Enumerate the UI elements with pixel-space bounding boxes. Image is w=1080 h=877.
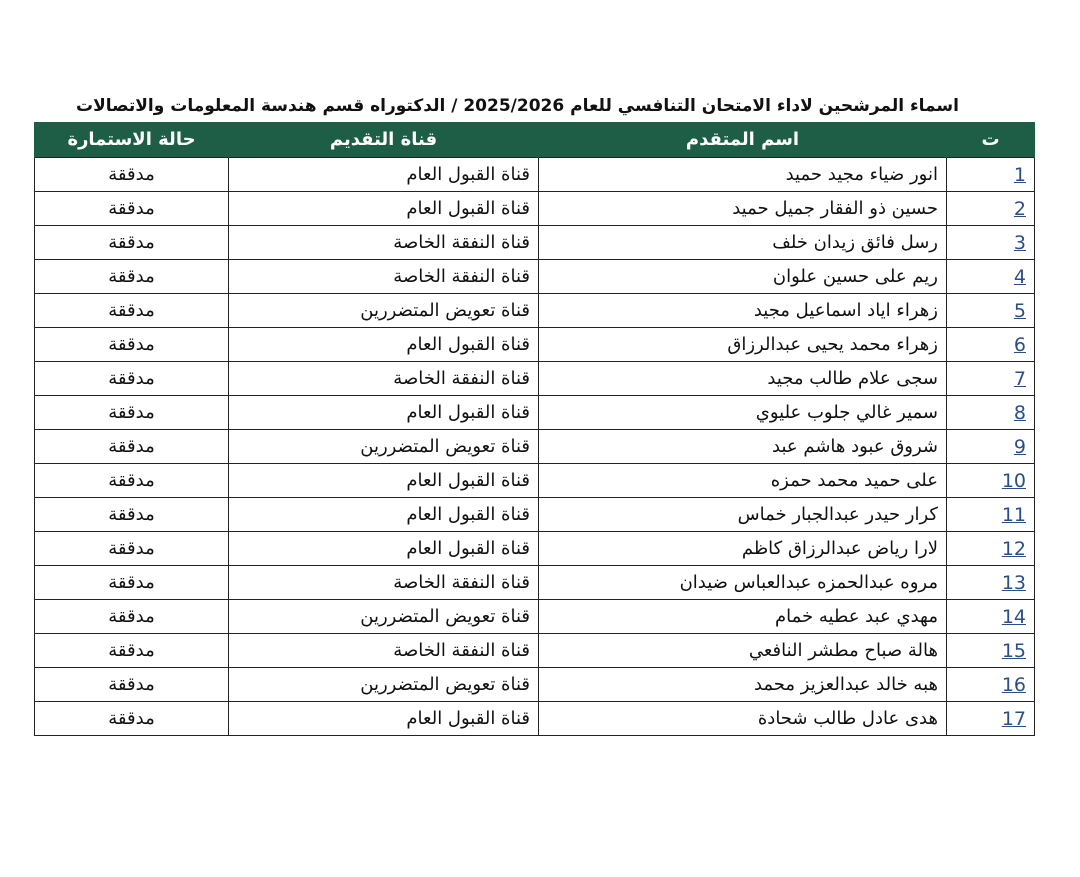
row-number-link[interactable]: 2 <box>1013 197 1026 220</box>
row-number-cell <box>947 226 1035 260</box>
table-row <box>35 566 1035 600</box>
row-number-cell <box>947 464 1035 498</box>
candidates-table <box>34 122 1035 736</box>
channel-cell: قناة النفقة الخاصة <box>229 566 539 600</box>
table-row <box>35 668 1035 702</box>
status-cell: مدققة <box>35 498 229 532</box>
table-row <box>35 532 1035 566</box>
row-number-cell <box>947 294 1035 328</box>
channel-cell: قناة النفقة الخاصة <box>229 634 539 668</box>
row-number-link[interactable]: 15 <box>1001 639 1026 662</box>
table-row <box>35 294 1035 328</box>
applicant-name-cell: ريم على حسين علوان <box>539 260 947 294</box>
channel-cell: قناة القبول العام <box>229 192 539 226</box>
row-number-cell <box>947 396 1035 430</box>
row-number-link[interactable]: 5 <box>1013 299 1026 322</box>
channel-cell: قناة القبول العام <box>229 702 539 736</box>
row-number-link[interactable]: 1 <box>1013 163 1026 186</box>
row-number-link[interactable]: 3 <box>1013 231 1026 254</box>
row-number-link[interactable]: 12 <box>1001 537 1026 560</box>
channel-cell: قناة تعويض المتضررين <box>229 430 539 464</box>
row-number-cell <box>947 158 1035 192</box>
row-number-link[interactable]: 17 <box>1001 707 1026 730</box>
status-cell: مدققة <box>35 702 229 736</box>
column-header-status: حالة الاستمارة <box>35 122 229 158</box>
status-cell: مدققة <box>35 430 229 464</box>
row-number-cell <box>947 498 1035 532</box>
row-number-cell <box>947 600 1035 634</box>
row-number-cell <box>947 192 1035 226</box>
page-title: اسماء المرشحين لاداء الامتحان التنافسي للعام 2025/2026 / الدكتوراه قسم هندسة المعلومات والاتصالات <box>76 96 959 116</box>
column-header-num: ت <box>947 122 1035 158</box>
status-cell: مدققة <box>35 566 229 600</box>
table-row <box>35 260 1035 294</box>
row-number-link[interactable]: 13 <box>1001 571 1026 594</box>
row-number-link[interactable]: 10 <box>1001 469 1026 492</box>
table-row <box>35 192 1035 226</box>
table-body <box>35 158 1035 736</box>
row-number-cell <box>947 566 1035 600</box>
applicant-name-cell: سجى علام طالب مجيد <box>539 362 947 396</box>
table-row <box>35 226 1035 260</box>
column-header-name: اسم المتقدم <box>539 122 947 158</box>
channel-cell: قناة النفقة الخاصة <box>229 362 539 396</box>
table-row <box>35 498 1035 532</box>
table-row <box>35 600 1035 634</box>
row-number-cell <box>947 260 1035 294</box>
status-cell: مدققة <box>35 668 229 702</box>
row-number-link[interactable]: 6 <box>1013 333 1026 356</box>
row-number-link[interactable]: 8 <box>1013 401 1026 424</box>
applicant-name-cell: انور ضياء مجيد حميد <box>539 158 947 192</box>
channel-cell: قناة القبول العام <box>229 532 539 566</box>
applicant-name-cell: مروه عبدالحمزه عبدالعباس ضيدان <box>539 566 947 600</box>
row-number-cell <box>947 668 1035 702</box>
channel-cell: قناة القبول العام <box>229 158 539 192</box>
channel-cell: قناة القبول العام <box>229 464 539 498</box>
column-header-channel: قناة التقديم <box>229 122 539 158</box>
row-number-cell <box>947 328 1035 362</box>
applicant-name-cell: لارا رياض عبدالرزاق كاظم <box>539 532 947 566</box>
channel-cell: قناة تعويض المتضررين <box>229 294 539 328</box>
table-row <box>35 396 1035 430</box>
applicant-name-cell: شروق عبود هاشم عبد <box>539 430 947 464</box>
row-number-link[interactable]: 11 <box>1001 503 1026 526</box>
row-number-cell <box>947 430 1035 464</box>
channel-cell: قناة النفقة الخاصة <box>229 226 539 260</box>
applicant-name-cell: هدى عادل طالب شحادة <box>539 702 947 736</box>
channel-cell: قناة القبول العام <box>229 396 539 430</box>
status-cell: مدققة <box>35 634 229 668</box>
table-row <box>35 362 1035 396</box>
status-cell: مدققة <box>35 464 229 498</box>
row-number-cell <box>947 634 1035 668</box>
status-cell: مدققة <box>35 328 229 362</box>
row-number-link[interactable]: 4 <box>1013 265 1026 288</box>
applicant-name-cell: زهراء محمد يحيى عبدالرزاق <box>539 328 947 362</box>
channel-cell: قناة تعويض المتضررين <box>229 668 539 702</box>
status-cell: مدققة <box>35 226 229 260</box>
applicant-name-cell: سمير غالي جلوب عليوي <box>539 396 947 430</box>
status-cell: مدققة <box>35 192 229 226</box>
table-row <box>35 634 1035 668</box>
status-cell: مدققة <box>35 600 229 634</box>
applicant-name-cell: على حميد محمد حمزه <box>539 464 947 498</box>
channel-cell: قناة تعويض المتضررين <box>229 600 539 634</box>
status-cell: مدققة <box>35 294 229 328</box>
channel-cell: قناة القبول العام <box>229 498 539 532</box>
applicant-name-cell: هالة صباح مطشر النافعي <box>539 634 947 668</box>
table-row <box>35 464 1035 498</box>
row-number-link[interactable]: 9 <box>1013 435 1026 458</box>
applicant-name-cell: هبه خالد عبدالعزيز محمد <box>539 668 947 702</box>
table-row <box>35 158 1035 192</box>
row-number-cell <box>947 702 1035 736</box>
applicant-name-cell: رسل فائق زيدان خلف <box>539 226 947 260</box>
applicant-name-cell: حسين ذو الفقار جميل حميد <box>539 192 947 226</box>
applicant-name-cell: زهراء اياد اسماعيل مجيد <box>539 294 947 328</box>
row-number-link[interactable]: 14 <box>1001 605 1026 628</box>
row-number-link[interactable]: 7 <box>1013 367 1026 390</box>
table-header-row <box>35 122 1035 158</box>
table-row <box>35 702 1035 736</box>
row-number-link[interactable]: 16 <box>1001 673 1026 696</box>
status-cell: مدققة <box>35 260 229 294</box>
table-row <box>35 430 1035 464</box>
status-cell: مدققة <box>35 396 229 430</box>
channel-cell: قناة النفقة الخاصة <box>229 260 539 294</box>
table-row <box>35 328 1035 362</box>
row-number-cell <box>947 362 1035 396</box>
channel-cell: قناة القبول العام <box>229 328 539 362</box>
status-cell: مدققة <box>35 532 229 566</box>
applicant-name-cell: كرار حيدر عبدالجبار خماس <box>539 498 947 532</box>
applicant-name-cell: مهدي عبد عطيه خمام <box>539 600 947 634</box>
status-cell: مدققة <box>35 362 229 396</box>
row-number-cell <box>947 532 1035 566</box>
status-cell: مدققة <box>35 158 229 192</box>
